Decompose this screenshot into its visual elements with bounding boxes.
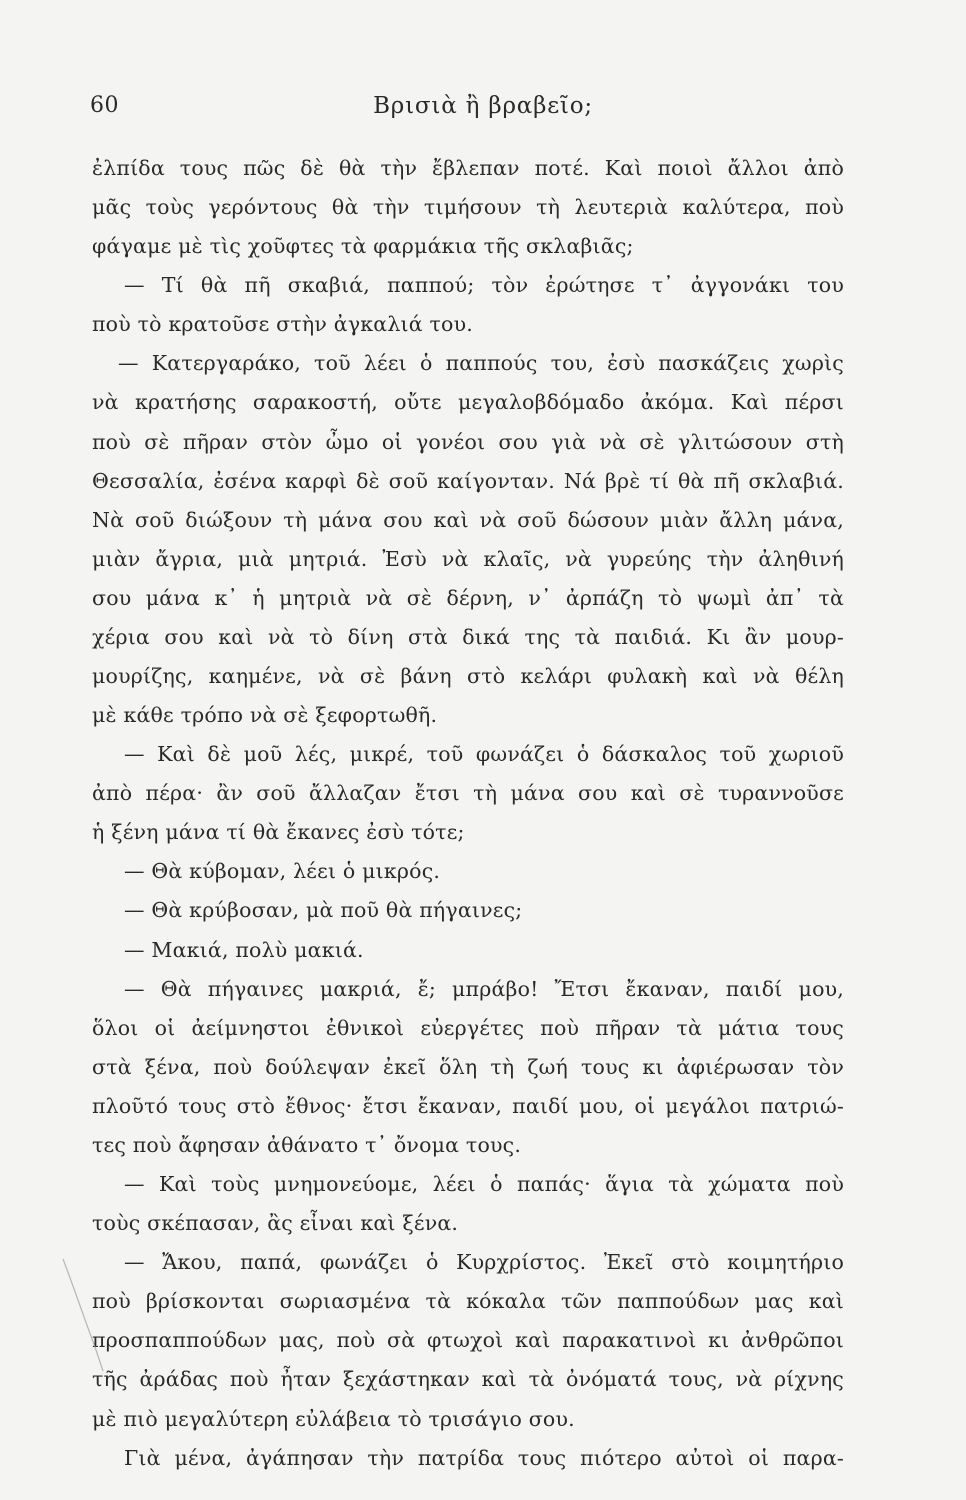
text-line: μὲ πιὸ μεγαλύτερη εὐλάβεια τὸ τρισάγιο σου. bbox=[92, 1406, 575, 1431]
text-line: πλοῦτό τους στὸ ἔθνος· ἔτσι ἔκαναν, παιδί μου, οἱ μεγάλοι πατριώ- bbox=[92, 1093, 844, 1118]
text-line: φάγαμε μὲ τὶς χοῦφτες τὰ φαρμάκια τῆς σκλαβιᾶς; bbox=[92, 234, 634, 259]
text-line: ποὺ βρίσκονται σωριασμένα τὰ κόκαλα τῶν παππούδων μας καὶ bbox=[92, 1289, 844, 1314]
text-line: Νὰ σοῦ διώξουν τὴ μάνα σου καὶ νὰ σοῦ δώσουν μιὰν ἄλλη μάνα, bbox=[92, 507, 844, 532]
text-line: — Θὰ κύβομαν, λέει ὁ μικρός. bbox=[124, 859, 441, 884]
text-line: προσπαππούδων μας, ποὺ σὰ φτωχοὶ καὶ παρακατινοὶ κι ἀνθρῶποι bbox=[92, 1328, 844, 1353]
body-text bbox=[92, 149, 844, 1478]
text-line: — Καὶ τοὺς μνημονεύομε, λέει ὁ παπάς· ἅγια τὰ χώματα ποὺ bbox=[124, 1172, 844, 1197]
text-line: νὰ κρατήσης σαρακοστή, οὔτε μεγαλοβδόμαδο ἀκόμα. Καὶ πέρσι bbox=[92, 390, 844, 415]
text-line: Γιὰ μένα, ἀγάπησαν τὴν πατρίδα τους πιότερο αὐτοὶ οἱ παρα- bbox=[124, 1445, 844, 1470]
text-line: — Ἄκου, παπά, φωνάζει ὁ Κυρχρίστος. Ἐκεῖ στὸ κοιμητήριο bbox=[124, 1250, 844, 1275]
text-line: μὲ κάθε τρόπο νὰ σὲ ξεφορτωθῆ. bbox=[92, 703, 438, 728]
running-title: Βρισιὰ ἢ βραβεῖο; bbox=[373, 93, 593, 119]
text-line: ποὺ τὸ κρατοῦσε στὴν ἀγκαλιά του. bbox=[92, 312, 473, 337]
text-line: ποὺ σὲ πῆραν στὸν ὦμο οἱ γονέοι σου γιὰ νὰ σὲ γλιτώσουν στὴ bbox=[92, 429, 844, 454]
text-line: ἀπὸ πέρα· ἂν σοῦ ἄλλαζαν ἔτσι τὴ μάνα σου καὶ σὲ τυραννοῦσε bbox=[92, 781, 844, 806]
text-line: σου μάνα κ᾽ ἡ μητριὰ νὰ σὲ δέρνη, ν᾽ ἀρπάζη τὸ ψωμὶ ἀπ᾽ τὰ bbox=[92, 585, 844, 610]
text-line: τες ποὺ ἄφησαν ἀθάνατο τ᾽ ὄνομα τους. bbox=[92, 1132, 522, 1157]
text-line: ἡ ξένη μάνα τί θὰ ἔκανες ἐσὺ τότε; bbox=[92, 820, 465, 845]
margin-pencil-mark bbox=[55, 1255, 115, 1375]
text-line: ὅλοι οἱ ἀείμνηστοι ἐθνικοὶ εὐεργέτες ποὺ πῆραν τὰ μάτια τους bbox=[92, 1015, 844, 1040]
text-line: — Κατεργαράκο, τοῦ λέει ὁ παππούς του, ἐσὺ πασκάζεις χωρὶς bbox=[118, 351, 844, 376]
text-line: χέρια σου καὶ νὰ τὸ δίνη στὰ δικά της τὰ παιδιά. Κι ἂν μουρ- bbox=[92, 624, 844, 649]
text-line: τῆς ἀράδας ποὺ ἦταν ξεχάστηκαν καὶ τὰ ὀνόματά τους, νὰ ρίχνης bbox=[92, 1367, 844, 1392]
text-line: — Θὰ κρύβοσαν, μὰ ποῦ θὰ πήγαινες; bbox=[124, 898, 523, 923]
text-line: τοὺς σκέπασαν, ἂς εἶναι καὶ ξένα. bbox=[92, 1211, 459, 1236]
text-line: μιὰν ἄγρια, μιὰ μητριά. Ἐσὺ νὰ κλαῖς, νὰ γυρεύης τὴν ἀληθινή bbox=[92, 546, 844, 571]
text-line: μᾶς τοὺς γερόντους θὰ τὴν τιμήσουν τὴ λευτεριὰ καλύτερα, ποὺ bbox=[92, 195, 844, 220]
text-line: — Τί θὰ πῆ σκαβιά, παππού; τὸν ἐρώτησε τ᾽ ἀγγονάκι του bbox=[124, 273, 844, 298]
text-line: — Θὰ πήγαινες μακριά, ἔ; μπράβο! Ἔτσι ἔκαναν, παιδί μου, bbox=[124, 976, 844, 1001]
text-line: ἐλπίδα τους πῶς δὲ θὰ τὴν ἔβλεπαν ποτέ. Καὶ ποιοὶ ἄλλοι ἀπὸ bbox=[92, 156, 844, 180]
text-line: — Μακιά, πολὺ μακιά. bbox=[124, 937, 364, 962]
text-line: μουρίζης, καημένε, νὰ σὲ βάνη στὸ κελάρι φυλακὴ καὶ νὰ θέλη bbox=[92, 664, 844, 689]
text-line: Θεσσαλία, ἐσένα καρφὶ δὲ σοῦ καίγονταν. Νά βρὲ τί θὰ πῆ σκλαβιά. bbox=[92, 468, 844, 493]
page-number: 60 bbox=[90, 93, 119, 118]
text-line: στὰ ξένα, ποὺ δούλεψαν ἐκεῖ ὅλη τὴ ζωή τους κι ἀφιέρωσαν τὸν bbox=[92, 1054, 844, 1079]
text-line: — Καὶ δὲ μοῦ λές, μικρέ, τοῦ φωνάζει ὁ δάσκαλος τοῦ χωριοῦ bbox=[124, 742, 844, 767]
